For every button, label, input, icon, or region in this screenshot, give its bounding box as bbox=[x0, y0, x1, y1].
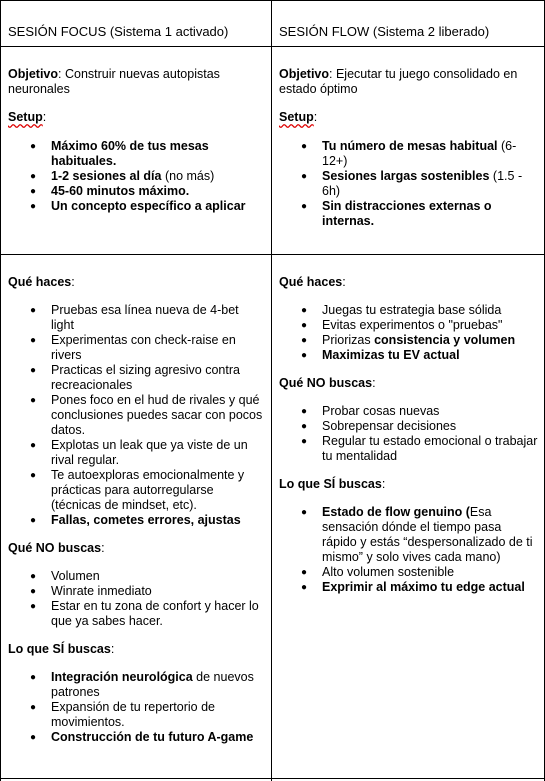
table-divider-row bbox=[0, 254, 545, 255]
focus-header: SESIÓN FOCUS (Sistema 1 activado) bbox=[8, 24, 229, 39]
focus-si-buscas-label: Lo que SÍ buscas: bbox=[8, 642, 115, 656]
list-item: ● Experimentas con check-raise en rivers bbox=[8, 333, 265, 363]
flow-body-cell bbox=[272, 275, 544, 595]
focus-header-cell bbox=[1, 24, 271, 39]
focus-no-buscas-label: Qué NO buscas: bbox=[8, 541, 105, 555]
list-item: ● Juegas tu estrategia base sólida bbox=[279, 303, 538, 318]
flow-header-cell bbox=[272, 24, 544, 39]
flow-no-buscas-label: Qué NO buscas: bbox=[279, 376, 376, 390]
flow-que-haces-list bbox=[279, 303, 538, 363]
list-item: ● Exprimir al máximo tu edge actual bbox=[279, 580, 538, 595]
focus-setup-label: Setup: bbox=[8, 110, 47, 124]
list-item: ● Maximizas tu EV actual bbox=[279, 348, 538, 363]
list-item: ● 45-60 minutos máximo. bbox=[8, 184, 265, 199]
list-item: ● Estar en tu zona de confort y hacer lo que ya sabes hacer. bbox=[8, 599, 265, 629]
flow-objetivo: Objetivo: Ejecutar tu juego consolidado en estado óptimo bbox=[279, 67, 518, 96]
list-item: ● Máximo 60% de tus mesas habituales. bbox=[8, 139, 265, 169]
list-item: ● Probar cosas nuevas bbox=[279, 404, 538, 419]
list-item: ● Estado de flow genuino (Esa sensación dónde el tiempo pasa rápido y estás “despersonalizado de ti mismo” y solo vives cada mano) bbox=[279, 505, 538, 565]
list-item: ● Integración neurológica de nuevos patrones bbox=[8, 670, 265, 700]
list-item: ● Practicas el sizing agresivo contra recreacionales bbox=[8, 363, 265, 393]
flow-setup-label: Setup: bbox=[279, 110, 318, 124]
focus-body-cell bbox=[1, 275, 271, 745]
list-item: ● Priorizas consistencia y volumen bbox=[279, 333, 538, 348]
list-item: ● Fallas, cometes errores, ajustas bbox=[8, 513, 265, 528]
flow-header: SESIÓN FLOW (Sistema 2 liberado) bbox=[279, 24, 490, 39]
flow-si-buscas-list bbox=[279, 505, 538, 595]
list-item: ● Expansión de tu repertorio de movimientos. bbox=[8, 700, 265, 730]
focus-si-buscas-list bbox=[8, 670, 265, 745]
list-item: ● Te autoexploras emocionalmente y prácticas para autorregularse (técnicas de mindset, etc). bbox=[8, 468, 265, 513]
list-item: ● 1-2 sesiones al día (no más) bbox=[8, 169, 265, 184]
focus-objetivo: Objetivo: Construir nuevas autopistas neuronales bbox=[8, 67, 220, 96]
focus-no-buscas-list bbox=[8, 569, 265, 629]
list-item: ● Regular tu estado emocional o trabajar tu mentalidad bbox=[279, 434, 538, 464]
flow-no-buscas-list bbox=[279, 404, 538, 464]
list-item: ● Evitas experimentos o "pruebas" bbox=[279, 318, 538, 333]
list-item: ● Alto volumen sostenible bbox=[279, 565, 538, 580]
list-item: ● Explotas un leak que ya viste de un rival regular. bbox=[8, 438, 265, 468]
flow-setup-cell bbox=[272, 67, 544, 229]
focus-setup-cell bbox=[1, 67, 271, 214]
focus-setup-list bbox=[8, 139, 265, 214]
flow-setup-list bbox=[279, 139, 538, 229]
list-item: ● Sin distracciones externas o internas. bbox=[279, 199, 538, 229]
table-border-top bbox=[0, 0, 545, 1]
flow-que-haces-label: Qué haces: bbox=[279, 275, 346, 289]
list-item: ● Tu número de mesas habitual (6-12+) bbox=[279, 139, 538, 169]
table-divider-header bbox=[0, 46, 545, 47]
table-border-bottom bbox=[0, 778, 545, 779]
list-item: ● Sobrepensar decisiones bbox=[279, 419, 538, 434]
focus-que-haces-list bbox=[8, 303, 265, 528]
list-item: ● Volumen bbox=[8, 569, 265, 584]
list-item: ● Un concepto específico a aplicar bbox=[8, 199, 265, 214]
list-item: ● Pruebas esa línea nueva de 4-bet light bbox=[8, 303, 265, 333]
flow-si-buscas-label: Lo que SÍ buscas: bbox=[279, 477, 386, 491]
list-item: ● Winrate inmediato bbox=[8, 584, 265, 599]
list-item: ● Construcción de tu futuro A-game bbox=[8, 730, 265, 745]
list-item: ● Sesiones largas sostenibles (1.5 - 6h) bbox=[279, 169, 538, 199]
focus-que-haces-label: Qué haces: bbox=[8, 275, 75, 289]
list-item: ● Pones foco en el hud de rivales y qué conclusiones puedes sacar con pocos datos. bbox=[8, 393, 265, 438]
